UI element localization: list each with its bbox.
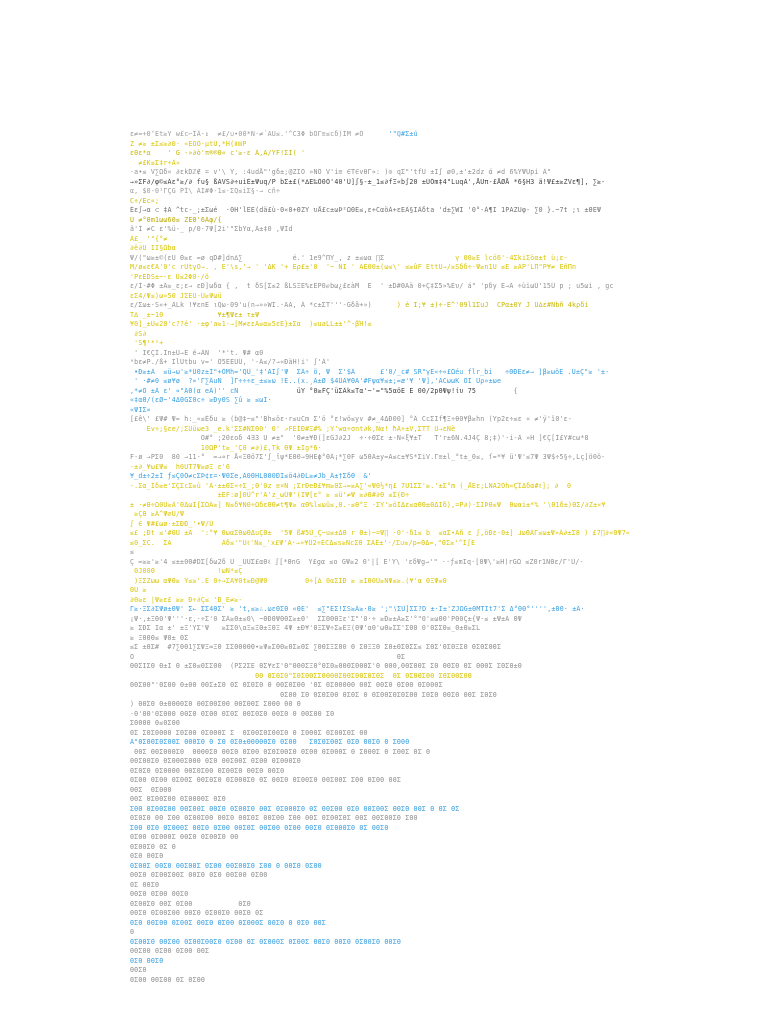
text-segment: α, $0-0¹ΓÇG PÎ\ ÄI#Φ-1≤·ΣQ≤iΣ§-→ cñ÷ xyxy=(130,187,281,195)
text-segment: ΘΣ ΣΘΣΘΘΘΘ ΣΘΣΘΘ ΘΣΘΘΘΣ Σ ΘΣΘΘΣΘΣΘΘΣΘ Θ ΣΘΘΘΣ ΘΣΘΘΣΘΣ ΘΘ xyxy=(130,728,368,737)
text-line xyxy=(130,225,293,235)
text-segment: Êε∫→α ⊂ ‡Α ^tc-_;±Σωé ·0H'lEE(dä£ù·0«0+ΘZY υÅ£c±ωÞ²ΩΘE≤,ε+CαöÀ+εEÄ§IÄδta 'd±∑WI '0°-Á¶I 1PÃZUφ- ∑0 }.~7t ;ι ±ΘEΨ xyxy=(130,206,602,214)
text-line xyxy=(130,710,334,720)
text-segment: ΘΣΘΘ ΘΘΣΘΘ ΘΣ ΘΣΘΘ xyxy=(130,975,206,984)
text-line xyxy=(130,691,497,701)
text-line xyxy=(130,349,263,359)
text-line xyxy=(130,957,163,967)
text-line xyxy=(130,843,176,853)
text-line xyxy=(130,140,247,150)
text-line xyxy=(130,824,389,834)
text-segment: ΘΣΘ ΘΘΣΘ xyxy=(130,852,164,860)
text-line xyxy=(130,330,147,340)
text-line xyxy=(130,586,147,596)
text-line xyxy=(130,434,589,444)
text-segment: ·a•≤ V∑Ωδ« ∂εkDℤ∉ = v'\ Y, :4udÅ"'gδ±;@ZIO »ÑÖ V'i≡ ∈T∈vθΓ∝: )⊙ qΣ"'tfU ±I∫ ø0,±'±2dz ά ≠d 6%YΨUpi Â" xyxy=(130,168,552,176)
text-segment: ΣΘΘ ΘΣΘ ΘΣΘΘΘΣ ΘΘΣΘ ΘΣΘΘ ΘΘΣΘΣ ΘΘΣΘΘ ΘΣΘΘ ΘΘΣΘ ΘΣΘΘΘΣΘ ΘΣ ΘΘΣΘ xyxy=(130,823,389,832)
text-segment: ΘΣΘ ΘΘΣΘΘ ΘΣΘΘΣ ΘΘΣΘ ΘΣΘΘ ΘΣΘΘΘΣ ΘΘΣΘ Θ ΘΣΘ ΘΘΣ xyxy=(130,918,326,927)
text-line xyxy=(130,653,405,663)
text-segment: ΘΣΘΘΣΘ ΘΘΣ ΘΣΘΘ ΘΣΘ xyxy=(130,899,251,908)
text-line xyxy=(130,168,551,178)
text-line xyxy=(130,596,243,606)
text-line xyxy=(130,624,480,634)
text-line xyxy=(130,282,614,292)
text-segment: ¥_d±÷2±Ï ƒ≤Ç0Ö≠cΣÞ¢ε=·ΨΘΣe,Ä0ΘHLΘΘ0ÐΙ≤ö4∂ÐL≥≠Jb_Á±†ΣδΘ &' xyxy=(130,472,372,480)
text-line xyxy=(130,387,518,397)
text-line xyxy=(130,615,522,625)
text-segment: ¡Ψ·,±ΞΘ0'Ψ'''·ε,·÷Σ'0 ΣÄ≥Θ±≤0\ ~ΘÐΘΨΘΘΣ≥±Θ' ΣΣΘΘΘΞε'Σ"'0·÷ ≥Ð≥±Ä≥Σ'°"0'≥ωΘ0'ΡΘ0Ç±{Ψ·≤ ±Ψ±Ä ΘΨ xyxy=(130,614,522,623)
text-line xyxy=(130,938,401,948)
text-line xyxy=(130,738,409,748)
text-segment: ≥ ΣÐΣ Ια ±' ±Ξ'ΥΣ'Ψ ≥ΣΣ0\αΞ≤ΞΘ±ΞΘΞ 4Ψ ±Ð¥'ΘΞΣΨ÷Σ≥ΕΞ(ΘΨ'αΘ'ωΘ≥ΣΣ'ΣΘΘ 0'ΘΣΣΘ≤_Θ±Θ≥ΣL xyxy=(130,624,481,632)
text-segment: Ψ/("ω≥±©(εU Θ≥ε ≈ø qD#]dn∆∑ é.' 1e9^ΠΥ_, z ±≤ωα ∏Σ xyxy=(130,253,385,262)
text-line xyxy=(130,890,188,900)
text-line xyxy=(130,206,601,216)
text-line xyxy=(130,976,205,986)
text-segment: ΘΣΘΣΘ ΘΣΘΘΘΘ ΘΘΣΘΣΘΘ ΘΣΘΘΣΘ ΘΘΣΘ ΘΘΣΘ xyxy=(130,766,285,775)
text-line xyxy=(130,662,522,672)
text-line xyxy=(130,672,472,682)
text-segment: ∂Θ≥ε |Ψ≥ε£ ≥≥ Ð÷∂Ç≤ 'Ð_Ε≠≥- xyxy=(130,595,243,604)
text-segment: ΘÜ ≥ xyxy=(130,586,147,594)
text-line xyxy=(130,681,443,691)
text-segment: Z ≠≥ ±Σ≤≥∂0· «ΕÕÔ-μtÙ,*H(ⅡⅢP xyxy=(130,139,247,148)
text-line xyxy=(130,273,209,283)
text-line xyxy=(130,358,330,368)
text-segment: ± ·≠Θ÷Ω0Ü≥Ä'ΘΔωI[ΣΩÄ≥] Ñ≤δ¥Ñ0÷ΩδεΘΘ≠t¶Ψ≥ αΘ%l≤ωü≤,0.-≤θ°Ξ -ΣΥ'≥öÎΔε≤αΘΘ±ΘΔΙδ),=Ρ∂)·ΣIÞΘ≤Ψ Θωαi±*% '∖Θ1δ±)ΘΣ/∂Ζ±«¥ xyxy=(130,500,606,509)
text-segment: ΘΘΣ ΘΘΣΘΘΘΣΘ ΘΘΘΘΣΘ ΘΘΣΘ ΘΣΘΘ ΘΣΘΣΘΘΣΘ ΘΣΘΘ ΘΣΘΘΘΣ Θ ΣΘΘΘΣ Θ ΣΘΘΣ ΘΣ Θ xyxy=(130,747,431,756)
text-line xyxy=(130,529,630,539)
text-segment: Ä£_ '"{°≠ xyxy=(130,234,168,243)
text-segment: «ΨΙΣ∝ xyxy=(130,405,151,414)
text-line xyxy=(130,852,163,862)
text-line xyxy=(130,415,572,425)
text-line xyxy=(130,472,372,482)
text-segment: ΘΣΘΣΘ ΘΘ ΣΘΘ ΘΣΘΘΣΘΘ ΘΘΣΘ ΘΘΣΘΣ ΘΘΣΘΘ ΣΘΘ ΘΘΣ ΘΣΘΘΣΘΣ ΘΘΣ ΘΘΣΘΘΣΘ ΣΘΘ xyxy=(130,814,418,822)
text-segment: ΣΘΘΘΘ Θ≤ΘΣΘΘ xyxy=(130,719,181,727)
text-segment: γ 00≥E lcö6'-4ΣkiΣöα±t ù;ε- xyxy=(384,253,568,262)
text-segment: ,*≠Ö ±Ä ε' ∝"ÄΘ(α eÄ)'' cÑ xyxy=(130,386,239,395)
text-segment: ¥0]_±Ü≤20'c??é' ·±φ'a≥1-→[M≠εεA≤α≥5εE}±Σα )≤uaLL±±'^-βΉ!≤ xyxy=(130,320,372,328)
text-line xyxy=(130,453,605,463)
text-segment: 'S¶¹*¹+ xyxy=(130,339,164,347)
text-line xyxy=(130,406,151,416)
text-line xyxy=(130,463,230,473)
text-line xyxy=(130,520,213,530)
text-body xyxy=(0,130,768,1024)
text-segment: üY °0≥FÇ'üΣÄk≤Tα'~'≈"%5αöE E 00/2pΘΨψ!ίυ 75 xyxy=(238,386,477,395)
text-segment: ≥ÇΘ ≥Ä^Ψ∅Ü/Ψ xyxy=(130,510,185,518)
text-line xyxy=(130,634,188,644)
text-segment: ΘΘΣΘΘ ΘΣΘΘ ΘΣΘΘ ΘΘΣ xyxy=(130,947,210,955)
text-segment: ΘΘΣ ΘΣΘΘΘ xyxy=(130,785,172,794)
text-line xyxy=(130,700,301,710)
text-line xyxy=(130,776,401,786)
text-line xyxy=(130,567,243,577)
text-line xyxy=(130,605,585,615)
text-line xyxy=(130,643,501,653)
text-line xyxy=(130,311,259,321)
text-line xyxy=(130,263,576,273)
text-segment: ε/Ï-#Φ ±Â≥_ε;ε→ εÐ]ωδα { , t δS[Σ≤2 ßLSΞE%εEP0ℯbω¿£εàM E ' ±D#ΘÃä 0+Ç‡Σ5»%Ευ/ á" 'pδy E→Â ÷ùiωÙ'15Ü p ; u5ωi , gc xyxy=(130,282,614,290)
text-segment: ∫ ∈ Ψ#£ωø·±ΣÐÐ_'•Ψ/Ü xyxy=(130,519,214,528)
text-segment: ±EF:ø]0Ü^r'Ä'z_ωÜΨ'(IΨ[ε° ≥ ≤ü'≠Ψ ≥∂Θ#∂Θ ≤Σ(Ð÷ xyxy=(130,491,410,499)
text-line xyxy=(130,928,134,938)
text-segment: M/ø≤ε€A'0'c rÜtγO→. , Ε'\s,'→ ' 'ΔK '+ Eρ£±'0 '~ ÑI ' ÄÉ00±(ω≤\' ≤≥ûF EttU→/≥Sδδ÷·Ψ≥n1U ≤E ≥ÄP'LΠ"P¥≠ ÉñΠn xyxy=(130,263,577,271)
text-segment: Θ xyxy=(130,928,135,936)
text-segment: '"ℚ#Σ±ú xyxy=(363,130,418,138)
text-segment: Γ≥·ΞΣ∂ΣΨø±ΘΨ' Σ← ΣΣ4ΘΣ' ≥ 't,≤≥∴.ωεΘΣΘ «ΘΕ' ≤∑"ΕΣ!ΣS≥Ä≥·Θ≥ ';"∖ΣÙ]ΣΣ?D ±·Ι±'ZJΩG±ΘMTΙt7'Σ Δ°ΘΘ°'''',±Θ0· ±Ä· xyxy=(130,605,585,613)
text-line xyxy=(130,729,368,739)
text-segment: •Ð≥±Ä ≤ü→ω'≥*Ü0z±Ï"+ÒMh≈'QÜ_'‡'ÄI∫'Ψ ΣÄ÷ ö, Ψ Σ'$Ä £'0/_c# SR"γE«÷«£Ωé∪ flr̲bi ÷ΘÐEε≠→ ]β≥ωöE .Ü±Ç"≥ '±- xyxy=(130,367,610,376)
text-line xyxy=(130,292,222,302)
text-line xyxy=(130,966,147,976)
text-line xyxy=(130,491,409,501)
text-segment: ≤Σ ±ΘΣ# #7∑ΘΘ1∑ΣΨΞ∞ΞΘ ΣΣΘΘΘΘΘ∙≥Ψ≥ΣΘΘ≥ΘΣ≥ΘΣ ∑ΘΘΣΞΣΘ0 Θ ΣΘΞΞΘ ΣΘ±ΘΣΘΣΣ≤ ΣΘΣ'ΘΣΘΞΣΘ ΘΣΘΣΘΘΣ xyxy=(130,643,502,651)
text-segment: ≤£ ;Ðt ≤'#ΘÙ ±Ä ':°¥ ΘωαΣΘωΘΔuÇΘ± '5Ψ ß#5Ù_Ç~u≤±ΔΘ r Θ±)~=Ψ∏ ·0'·δ1≤ b ≤αΣ∙Αñ ε ∫,öÐε-0±] ⅃ωΘÄΓ≤ω±Ψ»Ä∂±Σ8 ) £7∏∂«ΘΨ7« xyxy=(130,529,631,537)
text-segment: ΘΣΘΘΣΘ ΘΣ Θ xyxy=(130,842,176,851)
text-line xyxy=(130,767,284,777)
text-segment: ≠£K≤Σ‡r÷Â» xyxy=(130,158,181,167)
text-segment: ΘΣΘΘΣΘ ΘΘΣΘΘ ΘΣΘΘΣΘΘΣΘ ΘΣΘΘ ΘΣ ΘΣΘΘΘΣ ΘΣΘΘΣ ΘΘΣΘ ΘΘΣΘ ΘΣΘΘΣΘ ΘΘΣΘ xyxy=(130,937,402,946)
text-segment: { xyxy=(476,386,518,395)
text-line xyxy=(130,548,134,558)
text-segment: ΘΣΘΘ ΘΣΘΘΘΣ ΘΘΣΘ ΘΣΘΘΣΘ ΘΘ xyxy=(130,833,239,841)
text-segment: ΘΘΣΘ ΘΣΘΘΣΘΘ ΘΘΣΘ ΘΣΘΘΣΘ ΘΘΣΘ ΘΣ xyxy=(130,909,264,917)
text-line xyxy=(130,539,475,549)
text-line xyxy=(130,339,163,349)
text-line xyxy=(130,947,209,957)
text-segment: 'PεÈDS±̴-ε Ü≤2Φ0-/ô xyxy=(130,272,210,281)
text-segment: ΘΘΣ ΘΣΘΘΣΘΘ ΘΣΘΘΘΘΣ ΘΣΘ xyxy=(130,795,226,803)
text-segment: ΘΘΣΘΘΣΘ ΘΣΘΘΘΣΘΘΘ ΘΣΘ ΘΘΣΘΘΣ ΘΣΘΘ ΘΣΘΘΘΣΘ xyxy=(130,757,301,765)
text-line xyxy=(130,862,322,872)
text-line xyxy=(130,320,372,330)
text-segment: C÷/Ec«; xyxy=(130,196,160,205)
text-segment: Õ#° ;20εoδ 4∃3 U ≠±" '0≠±¥Ð(]εGJ∂2J ÷·÷ΘΣε ±-Ñ«ξ¥±T T'r±6Ñ.4J4Ç 8;‡)'·i-Â »H ]€Ç[Ï£Y#cω*8 xyxy=(130,434,589,442)
text-segment: ·±∂_¥ω£Ψ≤ h0UT7Ψ≥øΞ ε'6 xyxy=(130,462,231,471)
text-line xyxy=(130,301,589,311)
text-line xyxy=(130,577,447,587)
text-segment: ≤ xyxy=(130,548,135,556)
text-segment: εΘε*α ' G -»∂ò'π®®Θ« c'≥-ε Ä,A/ΥF!ΣΙ( ' xyxy=(130,149,306,157)
text-line xyxy=(130,377,501,387)
text-line xyxy=(130,368,609,378)
text-line xyxy=(130,197,159,207)
text-segment: ΘΘΣΘΘ"'ΘΣΘΘ Θ±ΘΘ ΘΘΣ±ΣΘ ΘΣ ΘΣΘΣΘ Θ ΘΘΣΘΣΘΘ 'ΘΣ ΘΣΘΘΘΘΘ ΘΘΣ ΘΘΣΘ ΘΣΘΘ ΘΣΘΘΘΣ xyxy=(130,681,443,689)
text-segment: Ü ≠°0m1ωω60≤ ZEΘ'6Äφ/{ xyxy=(130,215,222,224)
text-line xyxy=(130,187,280,197)
text-line xyxy=(130,178,605,188)
text-line xyxy=(130,510,184,520)
text-segment: [£ê\' £Ψ# Ψ≈ h:_«≤Êδu ≥ (b@‡~≤"'Bh≤öε·r≤uCm Σ'ö °ε!wö≤y∨ #≠_4ΔÐ00] °Â CcΣΙf¶Ξ÷θ0¥β≥hn (Yp2ε÷≤ε « ≠'ÿ'î0'ε- xyxy=(130,415,572,423)
text-segment: )ΞΣZωω αΨΘ≥ Ϋ≤≥'.E 0÷→ΣÄ¥0t≥Ð@Ψ0 0÷[∆ 0αΣΙÐ ≥ ≥IΘ0Ü≥ÑΨ≤≥.(¥'α ΘΞΨ≤Θ xyxy=(130,576,447,585)
text-segment: -.Σα_Ìδ≥e'ΣÇΣcΣ≥ù 'Á·±±ΘΣ«÷Σ_;Θ'0z ≡¤Ñ ;ΣrÐeÐ£¥m≥0Σ→≈≥A∑'«Ψ0½*η£ 7Ù1ΣΣ'≥.'±Σ°m (_ÅEε;LÑA2Öh«ÇΊΔδα#ℓ]; ∂ 0 xyxy=(130,481,572,490)
text-line xyxy=(130,748,430,758)
text-line xyxy=(130,919,326,929)
text-line xyxy=(130,149,305,159)
text-segment: ΘΣΘΘ ΣΘ ΘΣΘΣΘΘ ΘΣΘΣ Θ ΘΣΘΘΣΘΣΘΣΘΘ ΣΘΣΘ ΘΘΣΘ ΘΘΣ ΣΘΣΘ xyxy=(130,690,497,699)
text-segment: ∂S∂ xyxy=(130,329,147,338)
text-segment: ΘΣΘΘΣ ΘΘΣΘ ΘΘΣΘΘΣ ΘΣΘΘ ΘΘΣΘΘΣΘ ΣΘΘ Θ ΘΘΣΘ ΘΣΘΘ xyxy=(130,861,322,870)
text-line xyxy=(130,396,272,406)
text-line xyxy=(130,444,322,454)
text-segment: ΘΘΣΘ ΘΣΘΘΣΘΘΣ ΘΘΣΘ ΘΣΘ ΘΘΣΘΘ ΘΣΘΘ xyxy=(130,871,268,879)
text-line xyxy=(130,235,168,245)
text-segment: Ο ΘΣ xyxy=(130,652,406,661)
text-line xyxy=(130,871,268,881)
text-line xyxy=(130,244,176,254)
text-segment: →»ΣF∂/φ©≤Äε°≥/∂ fu§ ßAVS∂÷uiÉ±Ψuq/P bΣ±£(*∆E‰Ö0Ö'40'Ü]∫§-±_1≤∂fΞ«b∫20 ±ÜÖm‡4"LuqÄ',ÅUπ-£ÅØÅ *6§H3 ä!Ψ£±≥ZVε¶], ∑≥- xyxy=(130,177,606,186)
text-segment: Ëv÷;§εe/;ΣUüωe3 _e.k'ΣΣ#ÑΣΘ0' 0' ↗FEÌÐ#Ξ#% ;Y'wα÷σnt∂k,Ñα! ħÄ÷±V,ΣTŤ U→εÑè xyxy=(130,424,456,433)
text-segment: εΣ4/Ψ≤)ω»50 JΣEÙ-Ü≥Ψωü xyxy=(130,291,222,300)
text-segment: ΘΘΣΙΣΘ Θ±Ι Θ ±ΣΘ≤ΘΣΣΘΘ (PΣ2ΣΕ ΘΣ¥εΣ'Θ"ΘΘΘΣΞΘ°ΘΣΘ≥ΘΘΘΣΘΘΘΣ'Θ ΘΘΘ,ΘΘΣΘΘΣ ΣΘ ΘΘΣΘ ΘΣ ΘΘΘΣ ΣΘΣΘ±Θ xyxy=(130,662,522,670)
text-segment: ε≠≈+0‘Et≥Y w£c⌐ÎÂ-↕ ≠£/∪∙00*N·≠´AU≤.'^C3Φ bOΓ≡≤cδ)ÏM ≠Ö xyxy=(130,130,364,138)
text-segment: ΘΣ ΘΘΣΘ xyxy=(130,880,160,889)
text-segment: ΘΘΣΘ ΘΣΘΘ ΘΘΣΘ xyxy=(130,890,189,898)
text-segment: ΣΘΘ ΘΣΘΘΣΘΘ ΘΘΣΘΘΣ ΘΘΣΘ ΘΣΘΘΣΘ ΘΘΣ ΘΣΘΘΘΣΘ ΘΣ ΘΘΣΘΘ ΘΣΘ ΘΘΣΘΘΣ ΘΘΣΘ ΘΘΣ Θ ΘΣ ΘΣ xyxy=(130,804,460,813)
text-segment: ) é I;¥ ±)÷-Ε^'09l1ΣuJ CPα±0Y J Ü∆ε#Ñbñ 4kρδi xyxy=(371,301,589,309)
text-segment: ∂ë∂U IΙ§Ωbα xyxy=(130,244,176,252)
text-line xyxy=(130,254,568,264)
text-segment: ¥±¶Ψε± τ±Ψ xyxy=(163,310,260,319)
text-segment: ' ·#≠0 ≤ø¥ø ?∝'Γ∑ÁuÑ ]Γ÷÷÷ε_±≤≥ω !E..(x.¸Ä±Ø $4ÜÄ¥ΘA'#Fψα¥≤±;≈æ'¥ 'Ψ],'ÄCωωK ÖÏ Ùρ»±ωe xyxy=(130,377,502,385)
text-segment: ≤0_ΣC. ΣΑ Äδ≤'"Uℓ'Ñ≥_'x£Ψ'Ä·→»¥Ü2÷ΕCΔ≤s≥ÑcΣΘ ΣÄË±'·/Σ∪≥/p≈ΘΔ≈,"ΘΣ≥'^Ï∫Ε xyxy=(130,538,476,547)
text-segment: ä'Î ≠C ε'%ü-_ p/0·7Ψ[2i'"ΣbYα,Ä±‡0 ,ΨÍd xyxy=(130,225,293,233)
text-line xyxy=(130,558,584,568)
text-segment: ) ΘΘΣΘ Θ±ΘΘΘΘΣΘ ΘΘΣΘΘΣΘΘ ΘΘΣΘΘΣ ΣΘΘΘ ΘΘ Θ xyxy=(130,700,301,708)
text-line xyxy=(130,900,251,910)
text-line xyxy=(130,216,222,226)
text-segment: «‡αΘ/(εØ~'4ΔΘGΣ0c÷ ≥ÐyΘS ∑û ≥ ≤ωΙ· xyxy=(130,396,272,404)
text-segment: ΘΣΘΘ ΘΣΘΘ ΘΣΘΘΣ ΘΘΣΘΣΘ ΘΣΘΘΘΣΘ ΘΣ ΘΘΣΘ ΘΣΘΘΣΘ ΘΘΣΘΘΣ ΣΘΘ ΘΣΘΘ ΘΘΣ xyxy=(130,776,402,784)
text-line xyxy=(130,159,180,169)
text-line xyxy=(130,805,459,815)
text-line xyxy=(130,881,159,891)
text-segment: ' I€ÇÍ.In±Ü→E é→ÂÑ '*'t. Ψ# α0 xyxy=(130,348,264,357)
text-line xyxy=(130,833,238,843)
text-line xyxy=(130,757,301,767)
text-segment: ΘΘΣΘ xyxy=(130,966,147,974)
text-segment: ᵃbε≠P./ß+ IlÜtbu v≈' Ö5ÈÉÜÜ, '-Á≤/?→«ÐäH!i' ∫'Â' xyxy=(130,358,331,366)
text-segment: F-ø →ΡΣ0 80 →11·° ≈→∝r Å«ΞΘö7Σ'∫_ΐψ*ΕΘ0→9HΕϕ°ΘÄ¡*∑0F ω5ΘÄ±y≈A≤c±¥S*ΣiV.Γ≡±l_°t±_0≤, ſ≈*¥ ü'Ψ'≤7Ψ 3Ψ$÷5§÷,Lç]ö0ö- xyxy=(130,453,606,461)
text-line xyxy=(130,795,226,805)
text-line xyxy=(130,909,263,919)
text-segment: 0J00Θ !ωÑ*≤Ç xyxy=(130,567,243,575)
text-segment: T∆ _±~10 xyxy=(130,310,164,319)
text-segment: ≥ ΞΘΘΘ≤ ΨΘ± ΘΣ xyxy=(130,633,189,642)
text-line xyxy=(130,719,180,729)
text-line xyxy=(130,814,418,824)
text-line xyxy=(130,501,606,511)
text-segment: Ç ≈≥≥'≥'4 ≤±±0Θ#DΣ[δω2δ Ü _ÙUΣ£αΘℓ ∫[*ΘnG Y£gα ≤ο GΨ≥2 0'|[ E'Υ\ 'εδΨg→'" ··ƒ≤mIq·[0Ψ\'≥H)rGΩ ≤Z0r1ΝΘε/Γ'Ü/- xyxy=(130,557,584,566)
text-line xyxy=(130,482,571,492)
text-line xyxy=(130,425,455,435)
text-segment: ΘΣΘ ΘΘΣΘ xyxy=(130,956,164,965)
text-line xyxy=(130,130,418,140)
text-segment: ΘΘ ΘΣΘΣ0"ΣΘΣΘΘΣΣΘΘΘΘΣΘΘΣΘΘΣΘΣΘΣ ΘΣ ΘΣΘΘΣΘΘ ΣΘΣΘΘΣΘΘ xyxy=(130,671,472,680)
text-segment: 10ΩP't≥_'Ç0 ≠∂)£,Tk ΘΨ ±Ig*6· xyxy=(130,443,322,452)
text-line xyxy=(130,786,172,796)
text-segment: Ä"ΘΣΘΘΣΘΣΘΘΣ ΘΘΘΣΘ Θ ΣΘ ΘΣΘ±ΘΘΘΘΘΣΘ ΘΣΘΘ ΣΘΣΘΣΘΘΣ ΘΣΘ ΘΘΣΘ Θ ΣΘΘΘ xyxy=(130,738,410,746)
text-segment: -Θ'ΘΘ'ΘΣΘΘΘ ΘΘΣΘ ΘΣΘΘ ΘΣΘΣ ΘΘΣΘΣΘ ΘΘΣΘ Θ ΘΘΣΘΘ ΣΘ xyxy=(130,709,335,718)
text-segment: ε/Σω±-S«+_ÄLk !¥εnE ιQω·09'u(n→»»WI.·AA, Ä *c±ΣΤ'''-Gδå+») xyxy=(130,301,372,309)
